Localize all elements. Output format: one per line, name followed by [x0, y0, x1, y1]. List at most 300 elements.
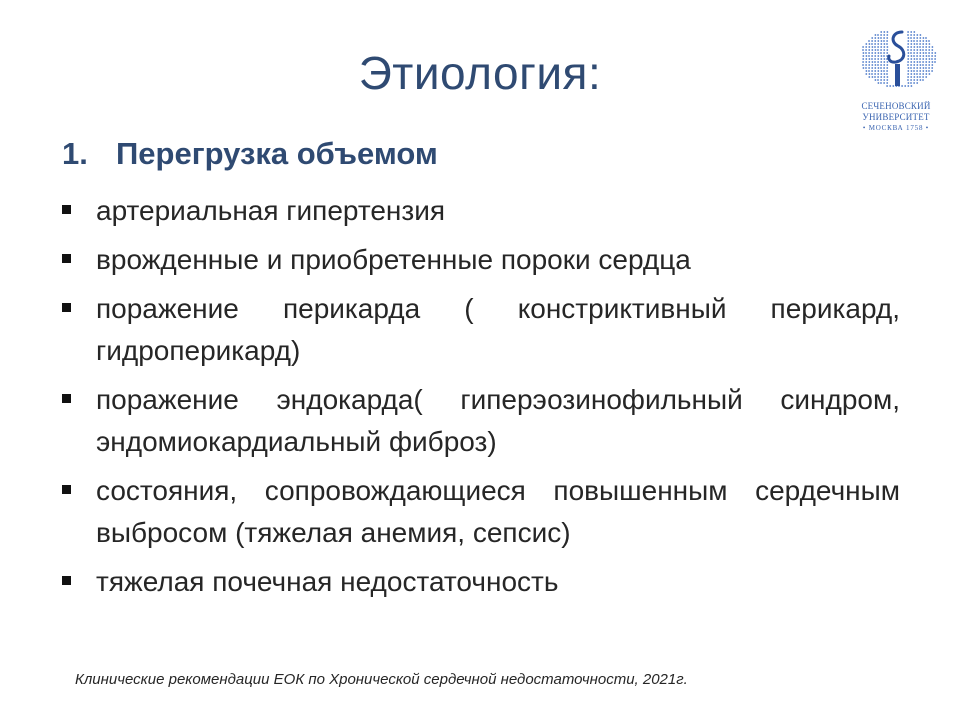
- logo-dot: [916, 82, 918, 84]
- logo-dot: [868, 49, 870, 51]
- logo-dot: [887, 31, 889, 33]
- logo-dot: [884, 43, 886, 45]
- logo-dot: [871, 43, 873, 45]
- logo-dot: [862, 64, 864, 66]
- logo-dot: [926, 40, 928, 42]
- logo-dot: [908, 67, 910, 69]
- logo-dot: [925, 64, 927, 66]
- logo-dot: [883, 61, 885, 63]
- heading-text: Перегрузка объемом: [116, 136, 438, 171]
- bullet-item: [62, 288, 900, 372]
- bullet-marker-icon: [62, 394, 71, 403]
- logo-dot: [934, 52, 936, 54]
- logo-dot: [922, 40, 924, 42]
- bullet-item: [62, 561, 900, 603]
- logo-dot: [916, 73, 918, 75]
- bullet-text: тяжелая почечная недостаточность: [96, 566, 559, 597]
- logo-dot: [883, 82, 885, 84]
- logo-dot: [886, 64, 888, 66]
- logo-dot: [874, 70, 876, 72]
- logo-dot: [871, 52, 873, 54]
- bullet-marker-icon: [62, 205, 71, 214]
- logo-dot: [865, 58, 867, 60]
- logo-dot: [875, 49, 877, 51]
- logo-dot: [875, 34, 877, 36]
- logo-dot: [925, 67, 927, 69]
- logo-dot: [875, 64, 877, 66]
- logo-dot: [926, 70, 928, 72]
- logo-dot: [880, 52, 882, 54]
- logo-dot: [928, 70, 930, 72]
- logo-dot: [922, 55, 924, 57]
- logo-dot: [881, 55, 883, 57]
- logo-dot: [913, 70, 915, 72]
- logo-dot: [869, 58, 871, 60]
- bullet-marker-icon: [62, 576, 71, 585]
- logo-dot: [907, 34, 909, 36]
- logo-dot: [929, 58, 931, 60]
- logo-dot: [887, 76, 889, 78]
- logo-dot: [910, 43, 912, 45]
- logo-dot: [881, 40, 883, 42]
- bullet-item: [62, 470, 900, 554]
- logo-dot: [919, 58, 921, 60]
- logo-dot: [883, 46, 885, 48]
- logo-dot: [874, 46, 876, 48]
- logo-dot: [916, 49, 918, 51]
- logo-dot: [928, 49, 930, 51]
- logo-dot: [874, 58, 876, 60]
- logo-dot: [886, 52, 888, 54]
- logo-dot: [880, 64, 882, 66]
- slide-title: Этиология:: [358, 47, 602, 99]
- logo-dot: [866, 55, 868, 57]
- logo-dot: [925, 37, 927, 39]
- section-heading: [62, 134, 438, 174]
- logo-dot: [907, 58, 909, 60]
- logo-dot: [865, 61, 867, 63]
- logo-dot: [886, 82, 888, 84]
- logo-dot: [931, 52, 933, 54]
- logo-dot: [871, 49, 873, 51]
- logo-dot: [889, 85, 891, 87]
- logo-dot: [914, 73, 916, 75]
- logo-dot: [916, 67, 918, 69]
- logo-dot: [925, 58, 927, 60]
- logo-dot: [886, 40, 888, 42]
- logo-dot: [931, 55, 933, 57]
- logo-dot: [871, 58, 873, 60]
- logo-dot: [886, 70, 888, 72]
- logo-dot: [923, 52, 925, 54]
- logo-dot: [868, 76, 870, 78]
- logo-dot: [907, 64, 909, 66]
- logo-dot: [883, 76, 885, 78]
- logo-dot: [919, 73, 921, 75]
- logo-line-2: УНИВЕРСИТЕТ: [862, 112, 930, 122]
- logo-dot: [875, 79, 877, 81]
- bullet-marker-icon: [62, 485, 71, 494]
- bullet-text: врожденные и приобретенные пороки сердца: [96, 244, 691, 275]
- logo-dot: [886, 67, 888, 69]
- logo-dot: [919, 70, 921, 72]
- logo-dot: [881, 70, 883, 72]
- logo-dot: [907, 73, 909, 75]
- logo-dot: [871, 67, 873, 69]
- logo-dot: [874, 73, 876, 75]
- logo-dot: [913, 40, 915, 42]
- logo-dot: [910, 49, 912, 51]
- logo-dot: [907, 61, 909, 63]
- logo-dot: [907, 70, 909, 72]
- logo-dot: [914, 43, 916, 45]
- logo-dot: [877, 49, 879, 51]
- logo-dot: [919, 76, 921, 78]
- logo-dot: [917, 76, 919, 78]
- logo-dot: [913, 76, 915, 78]
- logo-dot: [908, 82, 910, 84]
- logo-dot: [880, 37, 882, 39]
- logo-dot: [872, 61, 874, 63]
- logo-dot: [913, 67, 915, 69]
- logo-dot: [874, 76, 876, 78]
- logo-dot: [880, 43, 882, 45]
- bullet-item: [62, 379, 900, 463]
- logo-dot: [925, 61, 927, 63]
- logo-dot: [908, 52, 910, 54]
- logo-dot: [880, 76, 882, 78]
- logo-dot: [910, 46, 912, 48]
- logo-dot: [886, 34, 888, 36]
- logo-dot: [925, 76, 927, 78]
- logo-dot: [932, 61, 934, 63]
- logo-dot: [880, 67, 882, 69]
- logo-dot: [863, 52, 865, 54]
- logo-dot: [934, 58, 936, 60]
- logo-dot: [874, 52, 876, 54]
- logo-dot: [922, 70, 924, 72]
- logo-dot: [865, 52, 867, 54]
- logo-dot: [874, 67, 876, 69]
- logo-dot: [928, 67, 930, 69]
- logo-dot: [880, 58, 882, 60]
- logo-dot: [908, 37, 910, 39]
- logo-dot: [913, 61, 915, 63]
- logo-dot: [886, 37, 888, 39]
- logo-dot: [913, 82, 915, 84]
- logo-dot: [868, 46, 870, 48]
- logo-line-3: • МОСКВА 1758 •: [862, 124, 930, 132]
- logo-dot: [910, 58, 912, 60]
- logo-dot: [874, 37, 876, 39]
- logo-dot: [886, 49, 888, 51]
- logo-dot: [910, 37, 912, 39]
- logo-dot: [911, 55, 913, 57]
- logo-dot: [907, 49, 909, 51]
- logo-dot: [919, 55, 921, 57]
- logo-dot: [928, 61, 930, 63]
- logo-dot: [892, 85, 894, 87]
- logo-dot: [910, 67, 912, 69]
- logo-dot: [877, 61, 879, 63]
- logo-dot: [913, 31, 915, 33]
- logo-line-1: СЕЧЕНОВСКИЙ: [861, 101, 931, 111]
- logo-dot: [887, 61, 889, 63]
- logo-dot: [869, 73, 871, 75]
- logo-dot: [863, 67, 865, 69]
- logo-dot: [862, 61, 864, 63]
- logo-dot: [917, 46, 919, 48]
- logo-dot: [916, 43, 918, 45]
- logo-dot: [868, 55, 870, 57]
- logo-dot: [922, 73, 924, 75]
- logo-dot: [886, 79, 888, 81]
- logo-dot: [872, 46, 874, 48]
- logo-dot: [931, 64, 933, 66]
- logo-dot: [884, 58, 886, 60]
- logo-dot: [913, 46, 915, 48]
- logo-dot: [928, 55, 930, 57]
- logo-dot: [871, 40, 873, 42]
- logo-dot: [913, 49, 915, 51]
- logo-dot: [920, 34, 922, 36]
- logo-dot: [883, 52, 885, 54]
- logo-dot: [878, 37, 880, 39]
- bullet-text: артериальная гипертензия: [96, 195, 446, 226]
- logo-dot: [922, 64, 924, 66]
- footnote: Клинические рекомендации ЕОК по Хронической сердечной недостаточности, 2021г.: [75, 671, 688, 688]
- snake-icon: [889, 32, 904, 62]
- logo-dot: [868, 64, 870, 66]
- logo-dot: [877, 43, 879, 45]
- logo-dot: [928, 40, 930, 42]
- logo-dot: [904, 85, 906, 87]
- logo-dot: [871, 73, 873, 75]
- logo-dot: [919, 40, 921, 42]
- logo-dot: [866, 70, 868, 72]
- logo-dot: [916, 55, 918, 57]
- logo-dot: [931, 58, 933, 60]
- logo-dot: [916, 79, 918, 81]
- logo-dot: [922, 79, 924, 81]
- logo-dot: [887, 46, 889, 48]
- logo-dot: [931, 70, 933, 72]
- logo-dot: [883, 49, 885, 51]
- bullet-item: [62, 190, 900, 232]
- logo-dot: [907, 55, 909, 57]
- logo-dot: [919, 46, 921, 48]
- logo-dot: [880, 73, 882, 75]
- logo-dot: [883, 70, 885, 72]
- logo-dot: [878, 82, 880, 84]
- logo-dot: [923, 67, 925, 69]
- logo-dot: [910, 73, 912, 75]
- logo-dot: [911, 85, 913, 87]
- logo-dot: [932, 46, 934, 48]
- logo-dot: [925, 49, 927, 51]
- logo-dot: [910, 64, 912, 66]
- logo-dot: [934, 61, 936, 63]
- logo-dot: [920, 49, 922, 51]
- logo-dot: [865, 46, 867, 48]
- logo-dot: [923, 37, 925, 39]
- logo-dot: [907, 85, 909, 87]
- logo-dot: [913, 52, 915, 54]
- logo-dot: [916, 34, 918, 36]
- logo-dot: [931, 67, 933, 69]
- logo-dot: [922, 49, 924, 51]
- bullet-text: поражение эндокарда( гиперэозинофильный синдром, эндомиокардиальный фиброз): [96, 384, 900, 457]
- logo-dot: [862, 49, 864, 51]
- logo-dot: [910, 76, 912, 78]
- logo-dot: [862, 58, 864, 60]
- logo-dot: [916, 64, 918, 66]
- bullet-list: [62, 190, 900, 610]
- logo-dot: [880, 82, 882, 84]
- logo-dot: [910, 34, 912, 36]
- logo-dot: [922, 76, 924, 78]
- logo-dot: [880, 79, 882, 81]
- logo-dot: [916, 37, 918, 39]
- logo-dot: [911, 40, 913, 42]
- logo-dot: [910, 79, 912, 81]
- logo-dot: [877, 55, 879, 57]
- logo-dot: [910, 31, 912, 33]
- logo-dot: [928, 52, 930, 54]
- logo-dot: [914, 58, 916, 60]
- logo-dot: [916, 58, 918, 60]
- bullet-text: поражение перикарда ( констриктивный перикард, гидроперикард): [96, 293, 900, 366]
- logo-dot: [925, 46, 927, 48]
- logo-dot: [922, 58, 924, 60]
- logo-dot: [883, 79, 885, 81]
- logo-dot: [886, 43, 888, 45]
- logo-dot: [916, 70, 918, 72]
- bullet-text: состояния, сопровождающиеся повышенным сердечным выбросом (тяжелая анемия, сепсис): [96, 475, 900, 548]
- logo-dot: [865, 43, 867, 45]
- logo-dot: [883, 64, 885, 66]
- logo-dot: [877, 76, 879, 78]
- logo-dot: [917, 61, 919, 63]
- logo-dot: [925, 52, 927, 54]
- logo-dot: [878, 67, 880, 69]
- logo-dot: [919, 43, 921, 45]
- logo-dot: [880, 61, 882, 63]
- logo-dot: [877, 64, 879, 66]
- logo-dot: [880, 49, 882, 51]
- logo-dot: [913, 37, 915, 39]
- logo-dot: [865, 73, 867, 75]
- logo-text: [848, 101, 944, 134]
- logo-dot: [877, 58, 879, 60]
- logo-dot: [862, 55, 864, 57]
- logo-dot: [919, 52, 921, 54]
- logo-dot: [874, 55, 876, 57]
- logo-dot: [910, 52, 912, 54]
- bullet-marker-icon: [62, 303, 71, 312]
- logo-dot: [868, 52, 870, 54]
- logo-dot: [916, 52, 918, 54]
- logo-dot: [883, 31, 885, 33]
- logo-dot: [871, 55, 873, 57]
- logo-dot: [907, 76, 909, 78]
- logo-dot: [929, 73, 931, 75]
- logo-dot: [913, 34, 915, 36]
- logo-dot: [907, 46, 909, 48]
- logo-dot: [883, 55, 885, 57]
- logo-dot: [865, 49, 867, 51]
- logo-dot: [886, 73, 888, 75]
- logo-dot: [928, 64, 930, 66]
- logo-dot: [883, 34, 885, 36]
- logo-dot: [868, 70, 870, 72]
- logo-dot: [880, 31, 882, 33]
- logo-dot: [913, 64, 915, 66]
- logo-dot: [934, 55, 936, 57]
- logo-dot: [877, 79, 879, 81]
- logo-dot: [922, 46, 924, 48]
- logo-dot: [865, 64, 867, 66]
- logo-dot: [922, 61, 924, 63]
- logo-dot: [877, 46, 879, 48]
- logo-dot: [872, 76, 874, 78]
- logo-dot: [868, 61, 870, 63]
- logo-dot: [883, 37, 885, 39]
- logo-dot: [871, 37, 873, 39]
- logo-dot: [871, 70, 873, 72]
- logo-dot: [929, 43, 931, 45]
- logo-dot: [874, 43, 876, 45]
- logo-dot: [925, 43, 927, 45]
- logo-dot: [925, 73, 927, 75]
- logo-dot: [910, 82, 912, 84]
- bullet-marker-icon: [62, 254, 71, 263]
- logo-dot: [884, 73, 886, 75]
- logo-dot: [880, 34, 882, 36]
- logo-dot: [880, 46, 882, 48]
- logo-dot: [865, 67, 867, 69]
- logo-dot: [913, 79, 915, 81]
- logo-dot: [910, 61, 912, 63]
- logo-dot: [919, 61, 921, 63]
- logo-dot: [869, 43, 871, 45]
- bullet-item: [62, 239, 900, 281]
- logo-dot: [919, 37, 921, 39]
- logo-dot: [907, 40, 909, 42]
- logo-dot: [931, 49, 933, 51]
- logo-dot: [928, 46, 930, 48]
- logo-dot: [919, 67, 921, 69]
- logo-dot: [868, 40, 870, 42]
- logo-dot: [877, 70, 879, 72]
- logo-dot: [868, 67, 870, 69]
- logo-dot: [878, 52, 880, 54]
- heading-number: 1.: [62, 136, 88, 171]
- logo-dot: [922, 43, 924, 45]
- logo-dot: [874, 40, 876, 42]
- logo-dot: [911, 70, 913, 72]
- logo-dot: [862, 46, 864, 48]
- logo-dot: [877, 73, 879, 75]
- logo-dot: [883, 67, 885, 69]
- logo-dot: [883, 40, 885, 42]
- logo-dot: [877, 34, 879, 36]
- logo-dot: [907, 31, 909, 33]
- logo-dot: [907, 43, 909, 45]
- logo-dot: [871, 64, 873, 66]
- logo-dot: [913, 55, 915, 57]
- logo-dot: [877, 40, 879, 42]
